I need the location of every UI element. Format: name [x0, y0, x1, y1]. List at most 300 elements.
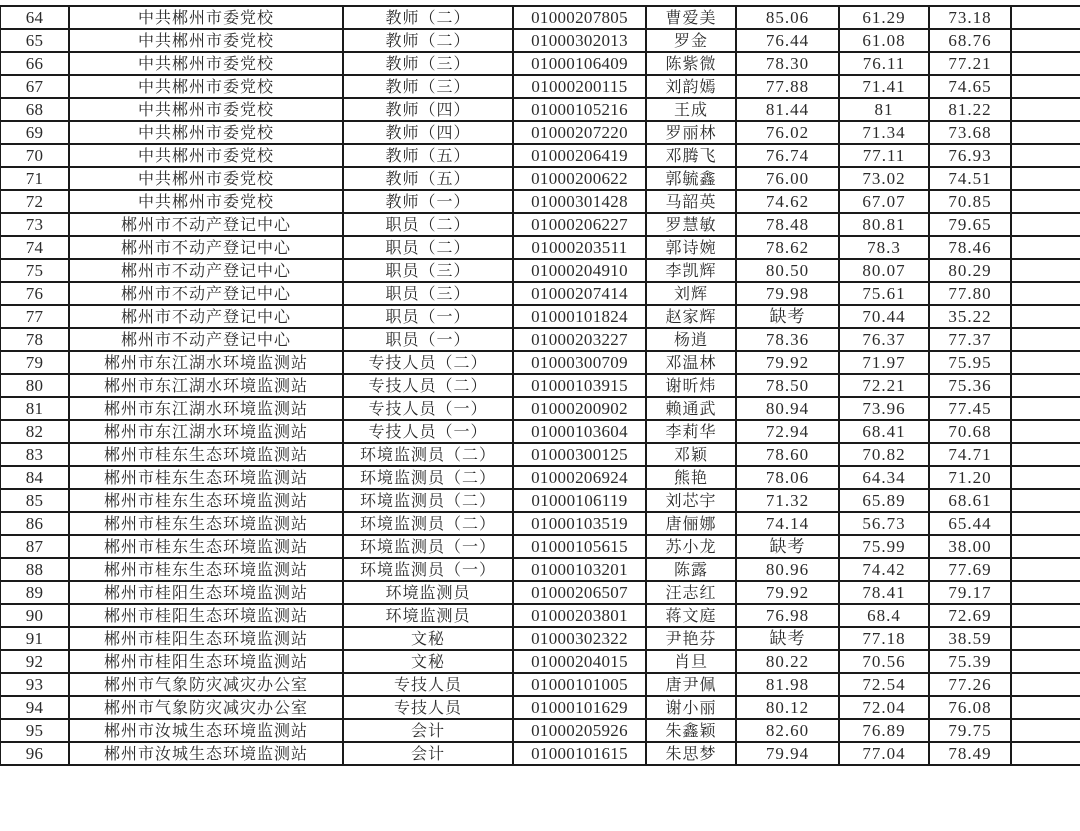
total-score-cell: 68.76 — [929, 29, 1011, 52]
exam-id-cell: 01000101824 — [513, 305, 646, 328]
total-score-cell: 77.21 — [929, 52, 1011, 75]
interview-score-cell: 73.96 — [839, 397, 929, 420]
row-number: 92 — [0, 650, 69, 673]
note-cell — [1011, 535, 1080, 558]
position-cell: 教师（五） — [343, 144, 513, 167]
position-cell: 专技人员 — [343, 696, 513, 719]
exam-id-cell: 01000200622 — [513, 167, 646, 190]
interview-score-cell: 61.08 — [839, 29, 929, 52]
total-score-cell: 68.61 — [929, 489, 1011, 512]
total-score-cell: 65.44 — [929, 512, 1011, 535]
interview-score-cell: 72.54 — [839, 673, 929, 696]
written-score-cell: 74.14 — [736, 512, 839, 535]
position-cell: 教师（三） — [343, 75, 513, 98]
total-score-cell: 78.49 — [929, 742, 1011, 765]
position-cell: 教师（一） — [343, 190, 513, 213]
interview-score-cell: 68.41 — [839, 420, 929, 443]
exam-id-cell: 01000302322 — [513, 627, 646, 650]
candidate-name-cell: 朱鑫颖 — [646, 719, 736, 742]
table-row — [0, 650, 1080, 673]
position-cell: 教师（四） — [343, 121, 513, 144]
interview-score-cell: 64.34 — [839, 466, 929, 489]
note-cell — [1011, 167, 1080, 190]
row-number: 87 — [0, 535, 69, 558]
position-cell: 教师（四） — [343, 98, 513, 121]
total-score-cell: 75.36 — [929, 374, 1011, 397]
interview-score-cell: 78.3 — [839, 236, 929, 259]
written-score-cell: 缺考 — [736, 535, 839, 558]
written-score-cell: 76.00 — [736, 167, 839, 190]
exam-id-cell: 01000207220 — [513, 121, 646, 144]
table-row — [0, 673, 1080, 696]
position-cell: 职员（二） — [343, 213, 513, 236]
organization-cell: 郴州市不动产登记中心 — [69, 305, 343, 328]
interview-score-cell: 81 — [839, 98, 929, 121]
row-number: 65 — [0, 29, 69, 52]
table-row — [0, 259, 1080, 282]
note-cell — [1011, 351, 1080, 374]
exam-id-cell: 01000203227 — [513, 328, 646, 351]
candidate-name-cell: 杨逍 — [646, 328, 736, 351]
position-cell: 教师（三） — [343, 52, 513, 75]
row-number: 83 — [0, 443, 69, 466]
note-cell — [1011, 75, 1080, 98]
organization-cell: 郴州市桂阳生态环境监测站 — [69, 627, 343, 650]
table-row — [0, 719, 1080, 742]
written-score-cell: 78.36 — [736, 328, 839, 351]
interview-score-cell: 70.56 — [839, 650, 929, 673]
candidate-name-cell: 郭毓鑫 — [646, 167, 736, 190]
position-cell: 环境监测员（二） — [343, 466, 513, 489]
candidate-name-cell: 罗丽林 — [646, 121, 736, 144]
interview-score-cell: 73.02 — [839, 167, 929, 190]
candidate-name-cell: 苏小龙 — [646, 535, 736, 558]
exam-id-cell: 01000203801 — [513, 604, 646, 627]
candidate-name-cell: 邓颖 — [646, 443, 736, 466]
total-score-cell: 38.59 — [929, 627, 1011, 650]
note-cell — [1011, 719, 1080, 742]
row-number: 84 — [0, 466, 69, 489]
table-row — [0, 535, 1080, 558]
exam-id-cell: 01000300709 — [513, 351, 646, 374]
organization-cell: 郴州市桂东生态环境监测站 — [69, 489, 343, 512]
interview-score-cell: 56.73 — [839, 512, 929, 535]
organization-cell: 郴州市气象防灾减灾办公室 — [69, 673, 343, 696]
note-cell — [1011, 489, 1080, 512]
written-score-cell: 80.94 — [736, 397, 839, 420]
candidate-name-cell: 邓腾飞 — [646, 144, 736, 167]
table-row — [0, 374, 1080, 397]
row-number: 67 — [0, 75, 69, 98]
organization-cell: 郴州市不动产登记中心 — [69, 282, 343, 305]
organization-cell: 郴州市桂东生态环境监测站 — [69, 512, 343, 535]
organization-cell: 郴州市桂阳生态环境监测站 — [69, 604, 343, 627]
row-number: 69 — [0, 121, 69, 144]
note-cell — [1011, 650, 1080, 673]
candidate-name-cell: 蒋文庭 — [646, 604, 736, 627]
total-score-cell: 77.69 — [929, 558, 1011, 581]
note-cell — [1011, 558, 1080, 581]
total-score-cell: 74.65 — [929, 75, 1011, 98]
table-row — [0, 52, 1080, 75]
written-score-cell: 78.48 — [736, 213, 839, 236]
table-row — [0, 144, 1080, 167]
candidate-name-cell: 陈露 — [646, 558, 736, 581]
position-cell: 专技人员（一） — [343, 420, 513, 443]
total-score-cell: 70.85 — [929, 190, 1011, 213]
exam-id-cell: 01000203511 — [513, 236, 646, 259]
table-row — [0, 236, 1080, 259]
exam-id-cell: 01000206419 — [513, 144, 646, 167]
interview-score-cell: 80.81 — [839, 213, 929, 236]
note-cell — [1011, 466, 1080, 489]
table-row — [0, 167, 1080, 190]
row-number: 81 — [0, 397, 69, 420]
position-cell: 专技人员 — [343, 673, 513, 696]
table-row — [0, 6, 1080, 29]
interview-score-cell: 76.37 — [839, 328, 929, 351]
interview-score-cell: 71.41 — [839, 75, 929, 98]
row-number: 94 — [0, 696, 69, 719]
written-score-cell: 85.06 — [736, 6, 839, 29]
exam-id-cell: 01000101615 — [513, 742, 646, 765]
written-score-cell: 79.92 — [736, 351, 839, 374]
exam-id-cell: 01000207805 — [513, 6, 646, 29]
table-body — [0, 6, 1080, 765]
position-cell: 会计 — [343, 742, 513, 765]
organization-cell: 中共郴州市委党校 — [69, 52, 343, 75]
total-score-cell: 77.26 — [929, 673, 1011, 696]
written-score-cell: 78.60 — [736, 443, 839, 466]
organization-cell: 中共郴州市委党校 — [69, 29, 343, 52]
position-cell: 教师（五） — [343, 167, 513, 190]
written-score-cell: 79.98 — [736, 282, 839, 305]
note-cell — [1011, 374, 1080, 397]
note-cell — [1011, 190, 1080, 213]
row-number: 76 — [0, 282, 69, 305]
exam-id-cell: 01000106119 — [513, 489, 646, 512]
total-score-cell: 74.71 — [929, 443, 1011, 466]
written-score-cell: 71.32 — [736, 489, 839, 512]
organization-cell: 郴州市桂阳生态环境监测站 — [69, 581, 343, 604]
candidate-name-cell: 李莉华 — [646, 420, 736, 443]
candidate-name-cell: 朱思梦 — [646, 742, 736, 765]
note-cell — [1011, 627, 1080, 650]
exam-id-cell: 01000101629 — [513, 696, 646, 719]
organization-cell: 郴州市不动产登记中心 — [69, 259, 343, 282]
row-number: 77 — [0, 305, 69, 328]
written-score-cell: 82.60 — [736, 719, 839, 742]
total-score-cell: 80.29 — [929, 259, 1011, 282]
candidate-name-cell: 李凯辉 — [646, 259, 736, 282]
exam-id-cell: 01000200115 — [513, 75, 646, 98]
position-cell: 环境监测员 — [343, 581, 513, 604]
organization-cell: 郴州市气象防灾减灾办公室 — [69, 696, 343, 719]
note-cell — [1011, 282, 1080, 305]
total-score-cell: 70.68 — [929, 420, 1011, 443]
interview-score-cell: 68.4 — [839, 604, 929, 627]
written-score-cell: 78.50 — [736, 374, 839, 397]
written-score-cell: 80.22 — [736, 650, 839, 673]
total-score-cell: 75.39 — [929, 650, 1011, 673]
position-cell: 文秘 — [343, 627, 513, 650]
candidate-name-cell: 郭诗婉 — [646, 236, 736, 259]
total-score-cell: 35.22 — [929, 305, 1011, 328]
position-cell: 专技人员（二） — [343, 374, 513, 397]
position-cell: 环境监测员（二） — [343, 443, 513, 466]
interview-score-cell: 72.04 — [839, 696, 929, 719]
total-score-cell: 73.68 — [929, 121, 1011, 144]
interview-score-cell: 76.89 — [839, 719, 929, 742]
organization-cell: 郴州市汝城生态环境监测站 — [69, 719, 343, 742]
position-cell: 环境监测员（二） — [343, 489, 513, 512]
candidate-name-cell: 谢昕炜 — [646, 374, 736, 397]
exam-id-cell: 01000101005 — [513, 673, 646, 696]
total-score-cell: 76.93 — [929, 144, 1011, 167]
exam-id-cell: 01000204910 — [513, 259, 646, 282]
organization-cell: 郴州市不动产登记中心 — [69, 236, 343, 259]
table-row — [0, 121, 1080, 144]
interview-score-cell: 71.34 — [839, 121, 929, 144]
candidate-name-cell: 熊艳 — [646, 466, 736, 489]
written-score-cell: 78.30 — [736, 52, 839, 75]
table-row — [0, 213, 1080, 236]
note-cell — [1011, 696, 1080, 719]
table-row — [0, 489, 1080, 512]
written-score-cell: 74.62 — [736, 190, 839, 213]
table-row — [0, 328, 1080, 351]
position-cell: 教师（二） — [343, 29, 513, 52]
interview-score-cell: 75.99 — [839, 535, 929, 558]
exam-id-cell: 01000103519 — [513, 512, 646, 535]
written-score-cell: 78.06 — [736, 466, 839, 489]
note-cell — [1011, 213, 1080, 236]
position-cell: 职员（一） — [343, 328, 513, 351]
table-row — [0, 305, 1080, 328]
position-cell: 环境监测员（一） — [343, 558, 513, 581]
row-number: 82 — [0, 420, 69, 443]
candidate-name-cell: 谢小丽 — [646, 696, 736, 719]
table-row — [0, 420, 1080, 443]
organization-cell: 中共郴州市委党校 — [69, 75, 343, 98]
organization-cell: 郴州市不动产登记中心 — [69, 213, 343, 236]
position-cell: 专技人员（一） — [343, 397, 513, 420]
exam-id-cell: 01000206227 — [513, 213, 646, 236]
written-score-cell: 缺考 — [736, 305, 839, 328]
organization-cell: 郴州市东江湖水环境监测站 — [69, 351, 343, 374]
note-cell — [1011, 52, 1080, 75]
score-table — [0, 5, 1080, 766]
row-number: 78 — [0, 328, 69, 351]
row-number: 75 — [0, 259, 69, 282]
candidate-name-cell: 王成 — [646, 98, 736, 121]
position-cell: 环境监测员 — [343, 604, 513, 627]
exam-id-cell: 01000300125 — [513, 443, 646, 466]
candidate-name-cell: 马韶英 — [646, 190, 736, 213]
total-score-cell: 77.37 — [929, 328, 1011, 351]
table-row — [0, 696, 1080, 719]
candidate-name-cell: 邓温林 — [646, 351, 736, 374]
table-row — [0, 627, 1080, 650]
organization-cell: 郴州市东江湖水环境监测站 — [69, 397, 343, 420]
written-score-cell: 缺考 — [736, 627, 839, 650]
organization-cell: 郴州市桂东生态环境监测站 — [69, 443, 343, 466]
row-number: 95 — [0, 719, 69, 742]
note-cell — [1011, 673, 1080, 696]
note-cell — [1011, 98, 1080, 121]
exam-id-cell: 01000106409 — [513, 52, 646, 75]
total-score-cell: 77.45 — [929, 397, 1011, 420]
written-score-cell: 76.98 — [736, 604, 839, 627]
row-number: 80 — [0, 374, 69, 397]
table-row — [0, 466, 1080, 489]
exam-id-cell: 01000302013 — [513, 29, 646, 52]
total-score-cell: 79.17 — [929, 581, 1011, 604]
row-number: 86 — [0, 512, 69, 535]
organization-cell: 中共郴州市委党校 — [69, 121, 343, 144]
note-cell — [1011, 512, 1080, 535]
exam-id-cell: 01000206924 — [513, 466, 646, 489]
total-score-cell: 74.51 — [929, 167, 1011, 190]
organization-cell: 郴州市桂阳生态环境监测站 — [69, 650, 343, 673]
candidate-name-cell: 唐尹佩 — [646, 673, 736, 696]
organization-cell: 郴州市桂东生态环境监测站 — [69, 466, 343, 489]
position-cell: 文秘 — [343, 650, 513, 673]
written-score-cell: 81.98 — [736, 673, 839, 696]
row-number: 66 — [0, 52, 69, 75]
written-score-cell: 80.12 — [736, 696, 839, 719]
organization-cell: 郴州市不动产登记中心 — [69, 328, 343, 351]
row-number: 68 — [0, 98, 69, 121]
candidate-name-cell: 刘辉 — [646, 282, 736, 305]
interview-score-cell: 78.41 — [839, 581, 929, 604]
interview-score-cell: 77.18 — [839, 627, 929, 650]
written-score-cell: 72.94 — [736, 420, 839, 443]
note-cell — [1011, 581, 1080, 604]
interview-score-cell: 80.07 — [839, 259, 929, 282]
note-cell — [1011, 443, 1080, 466]
organization-cell: 郴州市东江湖水环境监测站 — [69, 374, 343, 397]
table-row — [0, 397, 1080, 420]
exam-id-cell: 01000206507 — [513, 581, 646, 604]
exam-id-cell: 01000200902 — [513, 397, 646, 420]
organization-cell: 郴州市桂东生态环境监测站 — [69, 535, 343, 558]
candidate-name-cell: 罗慧敏 — [646, 213, 736, 236]
row-number: 73 — [0, 213, 69, 236]
row-number: 90 — [0, 604, 69, 627]
candidate-name-cell: 尹艳芬 — [646, 627, 736, 650]
note-cell — [1011, 121, 1080, 144]
position-cell: 教师（二） — [343, 6, 513, 29]
exam-id-cell: 01000103201 — [513, 558, 646, 581]
exam-id-cell: 01000301428 — [513, 190, 646, 213]
table-row — [0, 581, 1080, 604]
organization-cell: 郴州市桂东生态环境监测站 — [69, 558, 343, 581]
organization-cell: 郴州市汝城生态环境监测站 — [69, 742, 343, 765]
note-cell — [1011, 144, 1080, 167]
interview-score-cell: 72.21 — [839, 374, 929, 397]
candidate-name-cell: 汪志红 — [646, 581, 736, 604]
note-cell — [1011, 604, 1080, 627]
total-score-cell: 72.69 — [929, 604, 1011, 627]
position-cell: 职员（二） — [343, 236, 513, 259]
table-row — [0, 282, 1080, 305]
table-row — [0, 604, 1080, 627]
row-number: 89 — [0, 581, 69, 604]
note-cell — [1011, 328, 1080, 351]
interview-score-cell: 76.11 — [839, 52, 929, 75]
candidate-name-cell: 刘韵嫣 — [646, 75, 736, 98]
note-cell — [1011, 742, 1080, 765]
total-score-cell: 71.20 — [929, 466, 1011, 489]
table-row — [0, 98, 1080, 121]
row-number: 91 — [0, 627, 69, 650]
written-score-cell: 80.50 — [736, 259, 839, 282]
position-cell: 环境监测员（二） — [343, 512, 513, 535]
note-cell — [1011, 420, 1080, 443]
row-number: 79 — [0, 351, 69, 374]
candidate-name-cell: 唐俪娜 — [646, 512, 736, 535]
candidate-name-cell: 赖通武 — [646, 397, 736, 420]
table-row — [0, 190, 1080, 213]
total-score-cell: 79.75 — [929, 719, 1011, 742]
exam-id-cell: 01000105615 — [513, 535, 646, 558]
candidate-name-cell: 刘芯宇 — [646, 489, 736, 512]
total-score-cell: 73.18 — [929, 6, 1011, 29]
row-number: 70 — [0, 144, 69, 167]
note-cell — [1011, 6, 1080, 29]
position-cell: 职员（三） — [343, 282, 513, 305]
total-score-cell: 78.46 — [929, 236, 1011, 259]
position-cell: 会计 — [343, 719, 513, 742]
exam-id-cell: 01000205926 — [513, 719, 646, 742]
interview-score-cell: 74.42 — [839, 558, 929, 581]
written-score-cell: 79.92 — [736, 581, 839, 604]
note-cell — [1011, 29, 1080, 52]
written-score-cell: 80.96 — [736, 558, 839, 581]
total-score-cell: 38.00 — [929, 535, 1011, 558]
note-cell — [1011, 236, 1080, 259]
exam-id-cell: 01000105216 — [513, 98, 646, 121]
organization-cell: 中共郴州市委党校 — [69, 98, 343, 121]
candidate-name-cell: 陈紫微 — [646, 52, 736, 75]
row-number: 72 — [0, 190, 69, 213]
organization-cell: 中共郴州市委党校 — [69, 6, 343, 29]
table-row — [0, 351, 1080, 374]
position-cell: 专技人员（二） — [343, 351, 513, 374]
table-row — [0, 443, 1080, 466]
exam-id-cell: 01000103915 — [513, 374, 646, 397]
table-row — [0, 75, 1080, 98]
written-score-cell: 76.44 — [736, 29, 839, 52]
position-cell: 职员（一） — [343, 305, 513, 328]
interview-score-cell: 71.97 — [839, 351, 929, 374]
score-sheet — [0, 5, 1080, 766]
organization-cell: 中共郴州市委党校 — [69, 167, 343, 190]
note-cell — [1011, 305, 1080, 328]
interview-score-cell: 77.11 — [839, 144, 929, 167]
candidate-name-cell: 肖旦 — [646, 650, 736, 673]
organization-cell: 中共郴州市委党校 — [69, 190, 343, 213]
exam-id-cell: 01000103604 — [513, 420, 646, 443]
interview-score-cell: 70.82 — [839, 443, 929, 466]
candidate-name-cell: 罗金 — [646, 29, 736, 52]
position-cell: 职员（三） — [343, 259, 513, 282]
total-score-cell: 79.65 — [929, 213, 1011, 236]
interview-score-cell: 70.44 — [839, 305, 929, 328]
exam-id-cell: 01000207414 — [513, 282, 646, 305]
table-row — [0, 742, 1080, 765]
